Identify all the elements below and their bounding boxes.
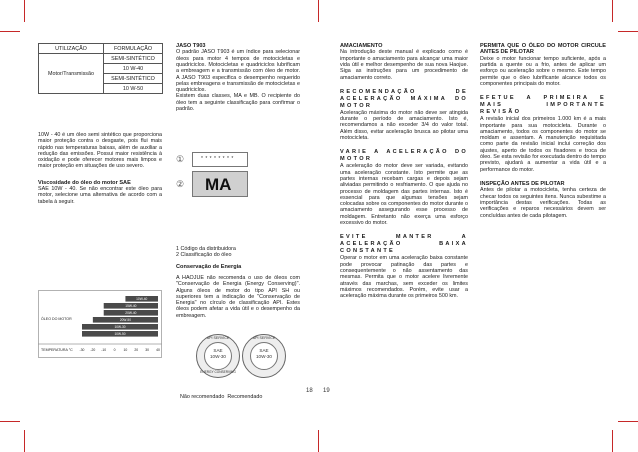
warm-up-column (480, 43, 606, 223)
vary-acceleration-heading: VARIE A ACELERAÇÃO DO MOTOR (340, 149, 468, 163)
table-cell: 10 W-50 (104, 84, 163, 94)
chart-bar-label: 20W-40 (125, 311, 137, 316)
label-callout-2: ② (176, 179, 185, 189)
chart-tick-label: 10 (123, 348, 128, 352)
pre-ride-inspection-heading: INSPEÇÃO ANTES DE PILOTAR (480, 180, 565, 187)
table-header-usage: UTILIZAÇÃO (39, 44, 104, 54)
low-acceleration-heading: EVITE MANTER A ACELERAÇÃO BAIXA CONSTANTE (340, 234, 468, 255)
semi-synthetic-paragraph: 10W - 40 é um óleo semi sintético que proporciona maior proteção contra o desgaste, pois flui mais rápido nas temperaturas baixas, além de auxiliar a redução das emissões. Possui maior resistência à oxidação e pode oferecer motores mais limpos e maior proteção em situações de uso severo. (38, 132, 162, 170)
distributor-code: * * * * * * * * (201, 156, 234, 162)
viscosity-paragraph: SAE 10W - 40. Se não encontrar este óleo para motor, selecione uma alternativa de acordo com a tabela à seguir. (38, 186, 162, 205)
table-cell: SEMI-SINTÉTICO (104, 74, 163, 84)
viscosity-chart (38, 290, 162, 358)
oil-label-illustration (176, 150, 300, 210)
chart-bar-label: 10W-50 (114, 332, 126, 337)
low-acceleration-paragraph: Operar o motor em uma aceleração baixa constante pode provocar patinação das partes e consequentemente o não assentamento das mesmas. Permita que o motor acelere livremente através das marchas, sem exceder os limites máximos recomendados. Porém, evite usar a aceleração máxima durante os primeiros 500 km. (340, 255, 468, 300)
seal-sae-text: SAE (259, 348, 269, 353)
legend-item-2: 2 Classificação do óleo (176, 252, 232, 259)
jaso-heading: JASO T903 (176, 43, 206, 49)
energy-conservation-paragraph: A HAOJUE não recomenda o uso de óleos com "Conservação de Energia (Energy Conserving)". Alguns óleos de motor do tipo API SH ou superiores tem a indicação de "Conservação de Energia" no círculo de classificação API. Estes óleos podem afetar a vida útil e o desempenho da embreagem. (176, 275, 300, 319)
pre-ride-inspection-paragraph: Antes de pilotar a motocicleta, tenha certeza de checar todos os seguintes itens. Nunca subestime a importância destas verificações. Todas as verificações e reparos necessários devem ser concluídas antes de cada pilotagem. (480, 187, 606, 219)
vary-acceleration-paragraph: A aceleração do motor deve ser variada, evitando uma aceleração constante. Isto permite que as partes internas recebam cargas e depois sejam aliviadas permitindo o resfriamento. O que ajuda no processo de moldagem das partes internas. Isto é essencial para que algumas tensões sejam colocadas sobre os componentes do motor durante o amaciamento assegurando esse processo de moldagem. Entretanto não exerça uma esforço excessivo do motor. (340, 163, 468, 227)
api-seal-not-recommended (196, 334, 240, 378)
energy-conservation-heading: Conservação de Energia (176, 263, 242, 270)
label-legend (176, 246, 300, 323)
crop-mark-bottom-right-v (612, 430, 613, 452)
label-callout-1: ① (176, 154, 185, 164)
crop-mark-right-h (618, 31, 638, 32)
api-seal-recommended (242, 334, 286, 378)
chart-tick-label: -20 (90, 348, 96, 352)
chart-tick-label: 0 (113, 348, 116, 352)
chart-tick-label: -10 (101, 348, 107, 352)
crop-mark-bottom-left-h (0, 421, 20, 422)
first-revision-paragraph: A revisão inicial dos primeiros 1.000 km é a mais importante para sua motocicleta. Durante o amaciamento, todos os componentes do motor se moldam e assentam. A manutenção requisitada como parte da revisão inicial inclui correção dos ajustes, aperto de todos os fixadores e troca de óleo. Se esta revisão for executada dentro do tempo previsto, ajudará a aumentar a vida útil e a performance do motor. (480, 116, 606, 173)
chart-bar-label: 10W-40 (136, 297, 148, 302)
crop-mark-bottom-left-v (24, 430, 25, 452)
page-number-left: 18 (306, 388, 313, 394)
seal-top-text: API SERVICE (206, 336, 230, 340)
viscosity-heading: Viscosidade do óleo do motor SAE (38, 179, 131, 186)
middle-column (176, 43, 300, 116)
chart-tick-label: -30 (79, 348, 85, 352)
chart-tick-label: 30 (145, 348, 150, 352)
seal-sae-text: SAE (213, 348, 223, 353)
chart-row-label: ÓLEO DO MOTOR (41, 317, 72, 321)
crop-mark-bottom-center-v (318, 430, 319, 452)
label-code-box (192, 152, 248, 167)
oil-usage-table (38, 43, 163, 94)
crop-mark-bottom-right-h (618, 421, 638, 422)
seal-bottom-text: ENERGY CONSERVING (200, 370, 236, 374)
max-acceleration-paragraph: Aceleração máxima do motor não deve ser atingida durante o período de amaciamento. Isto é, recomendamos a não exceder 3/4 do valor total. Além disso, evitar aceleração brusca ao pilotar uma motocicleta. (340, 109, 468, 142)
table-cell: SEMI-SINTÉTICO (104, 54, 163, 64)
chart-tick-label: 20 (134, 348, 139, 352)
chart-bar-label: 15W-40 (125, 304, 137, 309)
crop-mark-top-center-v (318, 0, 319, 22)
max-acceleration-heading: RECOMENDAÇÃO DE ACELERAÇÃO MÁXIMA DO MOTOR (340, 88, 468, 109)
chart-tick-label: 40 (156, 348, 160, 352)
oil-circulation-paragraph: Deixe o motor funcionar tempo suficiente, após a partida a quente ou a frio, antes de aplicar um esforço ou aceleração sobre o mesmo. Este tempo permite que o óleo lubrificante alcance todos os componentes principais do motor. (480, 55, 606, 87)
chart-temp-label: TEMPERATURA °C (41, 348, 73, 352)
seal-code-text: 10W-30 (209, 354, 226, 359)
seal-caption: Não recomendado Recomendado (180, 394, 263, 400)
first-revision-heading: EFETUE A PRIMEIRA E MAIS IMPORTANTE REVISÃO (480, 95, 606, 116)
chart-bar-label: 20W-50 (119, 318, 131, 323)
jaso-classes-paragraph: Existem duas classes, MA e MB. O recipiente do óleo tem a seguinte classificação para confirmar o padrão. (176, 93, 300, 113)
crop-mark-top-right-v (612, 0, 613, 22)
crop-mark-left-h (0, 31, 20, 32)
page-number-right: 19 (323, 388, 330, 394)
break-in-paragraph: Na introdução deste manual é explicado como é importante o amaciamento para alcançar uma maior vida útil e melhor desempenho de sua nova Haojue. Siga as instruções para um procedimento de amaciamento correto. (340, 49, 468, 81)
oil-circulation-heading: PERMITA QUE O ÓLEO DO MOTOR CIRCULE ANTES DE PILOTAR (480, 43, 606, 56)
break-in-heading: AMACIAMENTO (340, 43, 383, 49)
seal-code-text: 10W-30 (255, 354, 272, 359)
crop-mark-top-left-v (24, 0, 25, 22)
break-in-column (340, 43, 468, 303)
chart-bar-label: 10W-30 (114, 325, 126, 330)
left-column (38, 132, 162, 209)
oil-class-ma: MA (205, 175, 232, 194)
table-header-formulation: FORMULAÇÃO (104, 44, 163, 54)
table-cell: 10 W-40 (104, 64, 163, 74)
seal-top-text: API SERVICE (252, 336, 276, 340)
table-row-label: Motor/Transmissão (39, 54, 104, 94)
jaso-paragraph: O padrão JASO T903 é um índice para selecionar óleos para motor 4 tempos de motocicletas e quadriciclos. Motocicletas e quadriciclos lubrificam a embreagem e a transmissão com óleo de motor. A JASO T903 especifica o desempenho requerido pelas embreagens e transmissão de motocicletas e quadriciclos. (176, 49, 300, 94)
oil-class-box (192, 171, 248, 197)
legend-item-1: 1 Código da distribuidora (176, 246, 236, 252)
